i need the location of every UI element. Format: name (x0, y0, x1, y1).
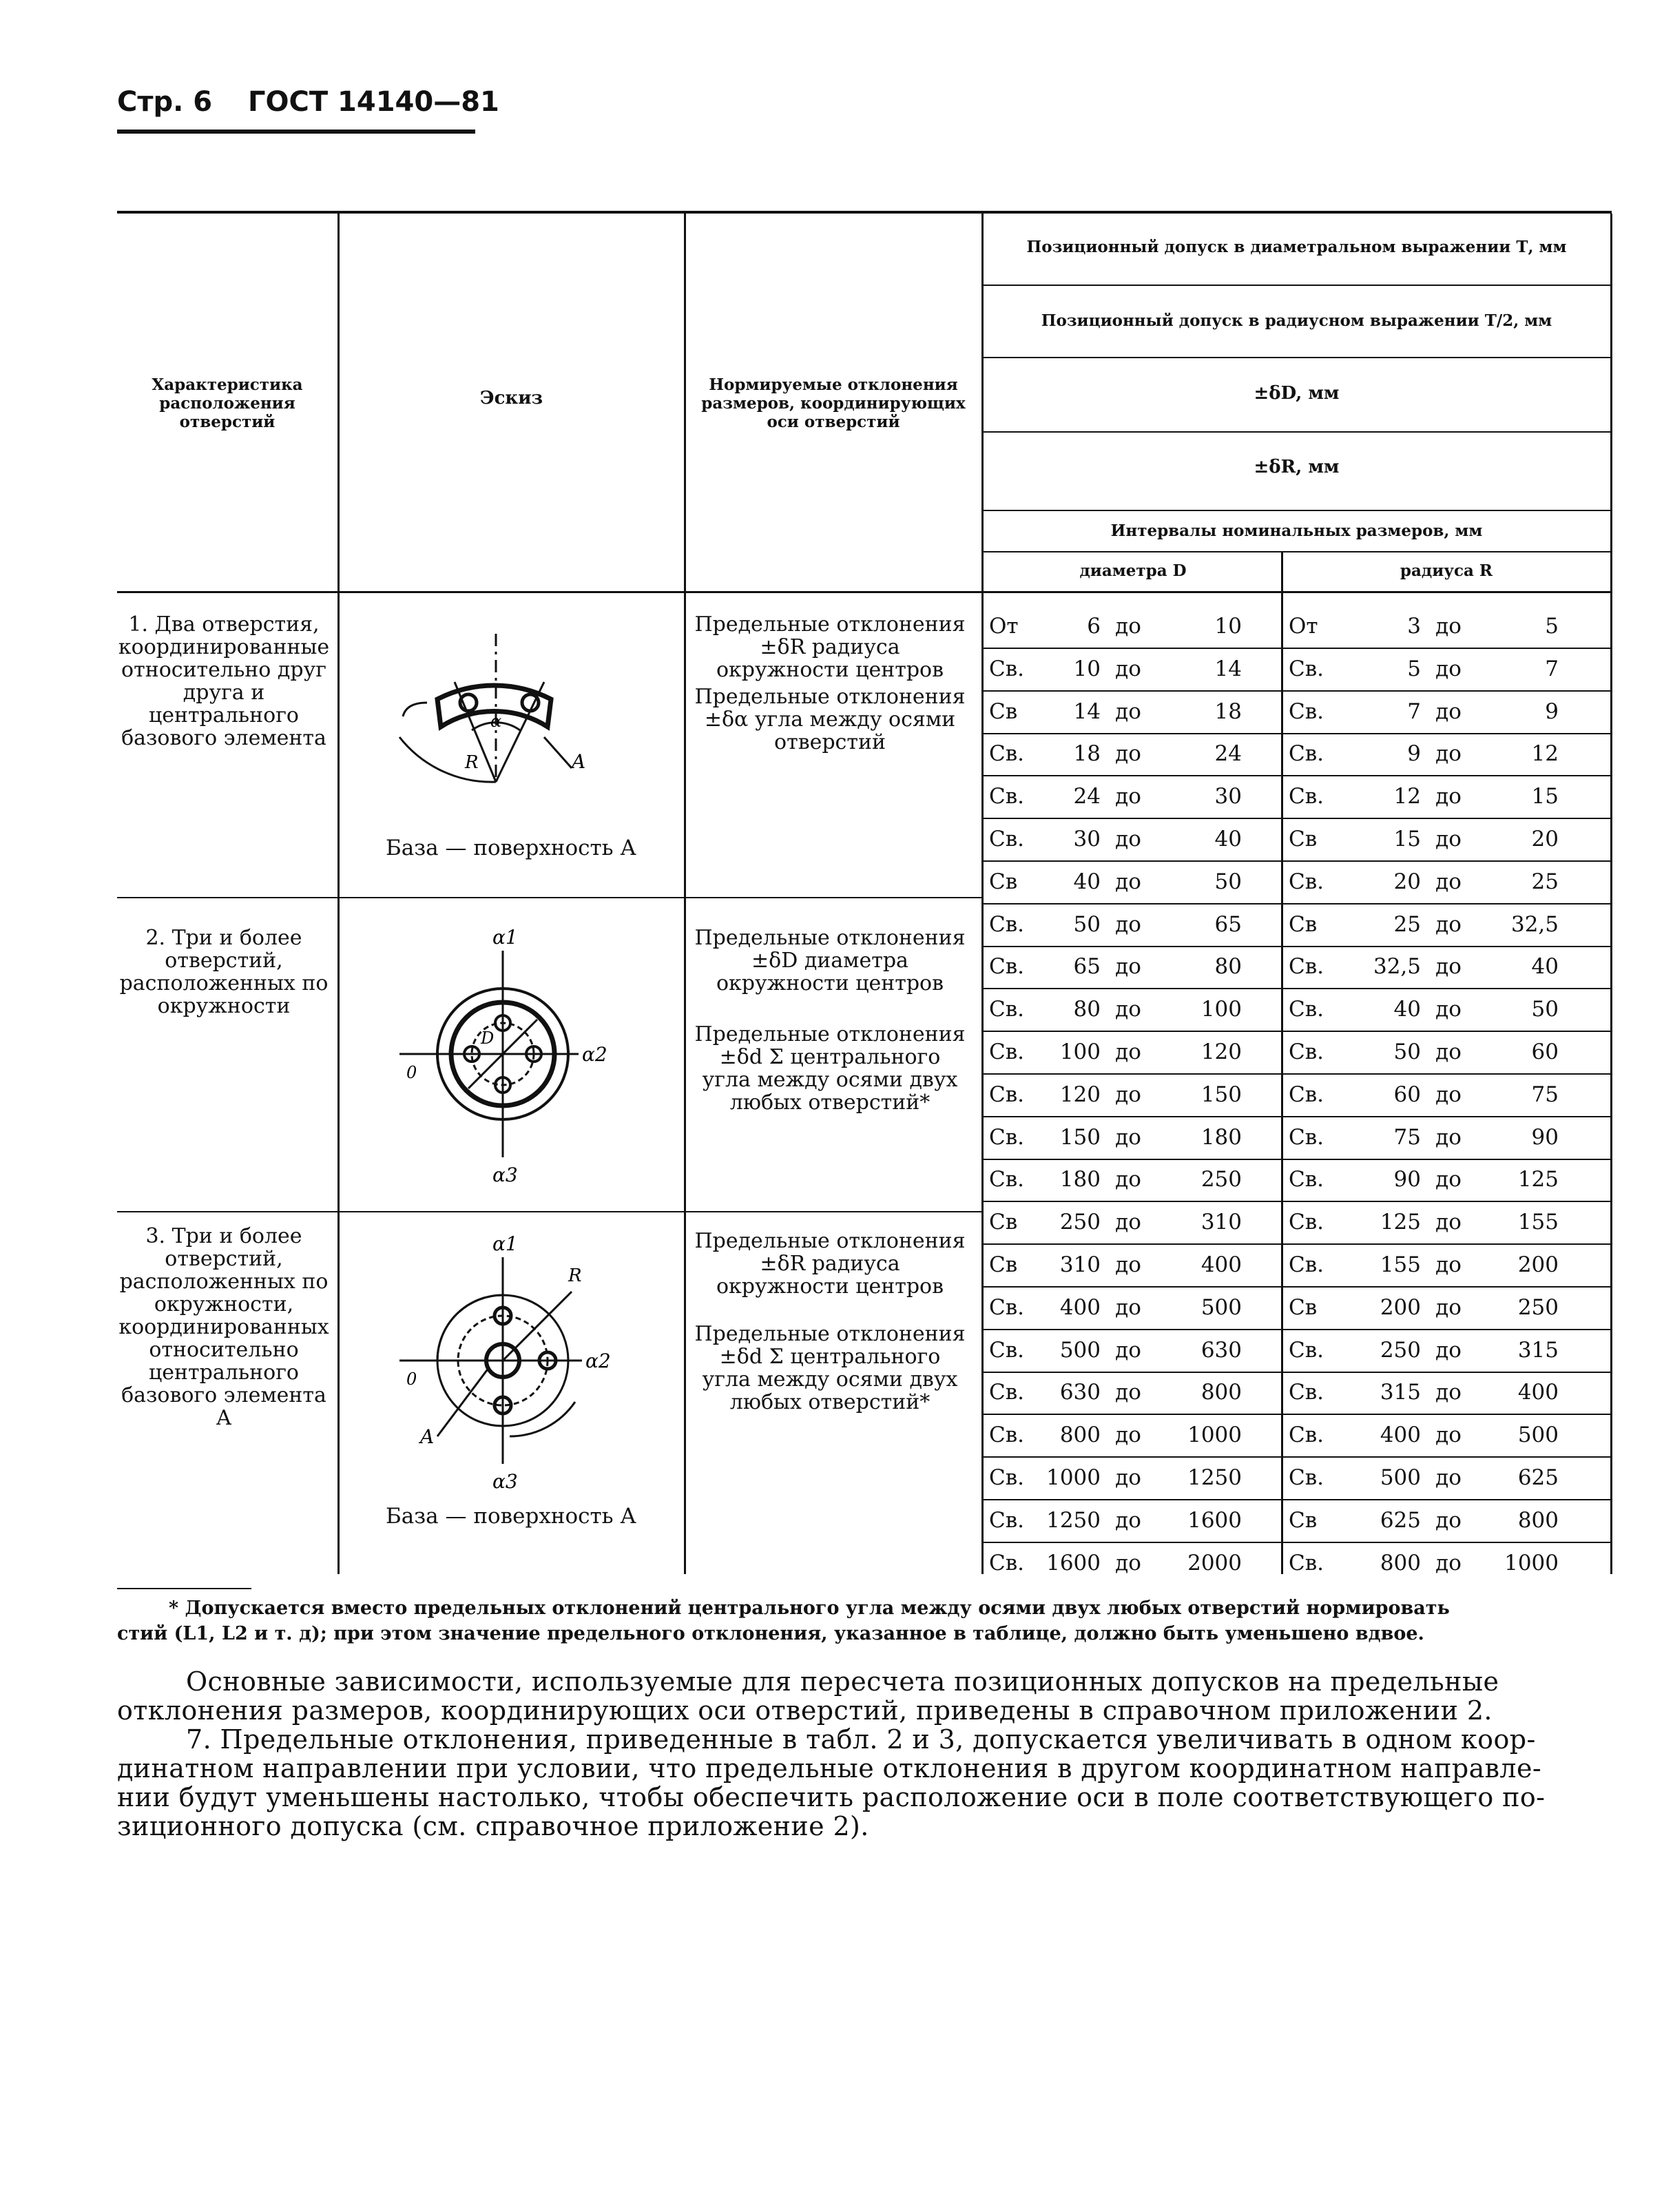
radius-interval-cell: 3 (1407, 614, 1421, 639)
radius-interval-row (1283, 1158, 1610, 1202)
radius-interval-row (1283, 775, 1610, 819)
radius-interval-row (1283, 1499, 1610, 1543)
diameter-interval-row (984, 945, 1281, 989)
radius-interval-row (1283, 1456, 1610, 1500)
diameter-interval-cell: Св (989, 1252, 1018, 1277)
diameter-interval-row (984, 690, 1281, 734)
sketch-1-drawing (386, 634, 634, 813)
diameter-interval-row (984, 1286, 1281, 1330)
radius-interval-cell: до (1435, 699, 1462, 724)
diameter-interval-cell: 800 (1059, 1423, 1101, 1448)
radius-interval-cell: Св. (1289, 1082, 1324, 1107)
radius-interval-cell: Св (1289, 1507, 1318, 1533)
diameter-interval-cell: до (1115, 827, 1141, 851)
diameter-interval-cell: до (1115, 1465, 1141, 1490)
radius-interval-cell: до (1435, 827, 1462, 851)
diameter-interval-cell: 150 (1200, 1082, 1242, 1107)
diameter-interval-cell: 18 (1073, 741, 1101, 767)
diameter-interval-row (984, 1542, 1281, 1584)
radius-interval-cell: 40 (1531, 954, 1559, 980)
radius-interval-cell: до (1435, 741, 1462, 767)
radius-interval-cell: Св. (1289, 1167, 1324, 1192)
table-right-edge (1610, 214, 1612, 1574)
diameter-interval-row (984, 903, 1281, 947)
radius-interval-cell: 75 (1393, 1124, 1421, 1150)
diameter-interval-cell: Св. (989, 741, 1025, 767)
radius-interval-cell: 7 (1545, 656, 1559, 681)
radius-interval-cell: 125 (1380, 1210, 1421, 1235)
sketch-3-A-label: A (420, 1425, 435, 1448)
diameter-interval-cell: до (1115, 1380, 1141, 1405)
radius-interval-cell: 155 (1380, 1252, 1421, 1277)
radius-interval-row (1283, 1414, 1610, 1458)
radius-interval-cell: до (1435, 1550, 1462, 1575)
radius-interval-cell: до (1435, 1465, 1462, 1490)
radius-interval-cell: 125 (1517, 1167, 1559, 1192)
radius-interval-cell: 800 (1380, 1550, 1421, 1575)
diameter-interval-cell: Св (989, 869, 1018, 894)
diameter-interval-cell: Св. (989, 1337, 1025, 1363)
diameter-interval-cell: 1600 (1046, 1550, 1101, 1575)
diameter-interval-cell: 150 (1059, 1124, 1101, 1150)
sketch-3-a3-label: α3 (492, 1470, 518, 1493)
radius-interval-row (1283, 860, 1610, 905)
diameter-interval-cell: 120 (1059, 1082, 1101, 1107)
diameter-interval-cell: 1600 (1187, 1507, 1242, 1533)
radius-interval-cell: 60 (1531, 1040, 1559, 1064)
row-separator-2 (117, 1211, 981, 1212)
diameter-interval-cell: 2000 (1187, 1550, 1242, 1575)
body-p2-line-1: 7. Предельные отклонения, приведенные в табл. 2 и 3, допускается увеличивать в одном коор- (186, 1724, 1536, 1755)
radius-interval-cell: до (1435, 954, 1462, 980)
radius-interval-cell: 90 (1393, 1167, 1421, 1192)
radius-interval-cell: Св. (1289, 1550, 1324, 1575)
radius-interval-cell: 15 (1531, 784, 1559, 809)
footnote-line-1: * Допускается вместо предельных отклонений центрального угла между осями двух любых отверстий нормировать (169, 1598, 1450, 1619)
diameter-interval-cell: Св. (989, 1082, 1025, 1107)
diameter-interval-row (984, 1414, 1281, 1458)
sketch-2-drawing (399, 923, 634, 1192)
diameter-interval-cell: до (1115, 1124, 1141, 1150)
header-sketch: Эскиз (479, 388, 543, 409)
diameter-interval-cell: до (1115, 1423, 1141, 1448)
diameter-interval-cell: до (1115, 784, 1141, 809)
diameter-interval-cell: Св. (989, 1423, 1025, 1448)
radius-interval-row (1283, 732, 1610, 776)
body-p1-line-2: отклонения размеров, координирующих оси отверстий, приведены в справочном приложении 2. (117, 1695, 1493, 1726)
radius-interval-cell: 75 (1531, 1082, 1559, 1107)
diameter-interval-cell: 1250 (1187, 1465, 1242, 1490)
radius-interval-cell: Св. (1289, 656, 1324, 681)
radius-interval-cell: 315 (1517, 1337, 1559, 1363)
radius-interval-cell: Св (1289, 911, 1318, 937)
diameter-interval-cell: Св. (989, 1294, 1025, 1320)
radius-interval-cell: до (1435, 656, 1462, 681)
radius-interval-cell: 315 (1380, 1380, 1421, 1405)
diameter-interval-cell: до (1115, 1167, 1141, 1192)
header-dR: ±δR, мм (1254, 457, 1340, 477)
radius-interval-row (1283, 945, 1610, 989)
radius-interval-cell: до (1435, 911, 1462, 937)
diameter-interval-cell: 24 (1214, 741, 1242, 767)
radius-interval-cell: Св. (1289, 1423, 1324, 1448)
body-p1-line-1: Основные зависимости, используемые для пересчета позиционных допусков на предельные (186, 1666, 1499, 1697)
radius-interval-cell: 800 (1517, 1507, 1559, 1533)
sketch-1-R-label: R (465, 752, 479, 773)
radius-interval-cell: 625 (1517, 1465, 1559, 1490)
diameter-interval-row (984, 1499, 1281, 1543)
row1-deviation-2: Предельные отклонения ±δα угла между осями отверстий (694, 685, 966, 754)
diameter-interval-cell: 500 (1200, 1294, 1242, 1320)
diameter-interval-cell: до (1115, 1337, 1141, 1363)
diameter-interval-cell: 120 (1200, 1040, 1242, 1064)
diameter-interval-cell: Св. (989, 1507, 1025, 1533)
diameter-interval-cell: 65 (1214, 911, 1242, 937)
radius-interval-cell: до (1435, 614, 1462, 639)
diameter-interval-cell: до (1115, 699, 1141, 724)
diameter-interval-cell: 1000 (1187, 1423, 1242, 1448)
radius-interval-cell: 200 (1517, 1252, 1559, 1277)
diameter-interval-cell: до (1115, 1550, 1141, 1575)
sketch-2-a3-label: α3 (492, 1164, 518, 1186)
hdr-rule-2 (981, 357, 1610, 358)
footnote-rule (117, 1588, 251, 1589)
radius-interval-cell: до (1435, 1167, 1462, 1192)
hdr-rule-5 (981, 551, 1610, 552)
radius-interval-cell: до (1435, 1337, 1462, 1363)
diameter-interval-cell: до (1115, 1040, 1141, 1064)
radius-interval-cell: Св. (1289, 741, 1324, 767)
radius-interval-cell: 60 (1393, 1082, 1421, 1107)
radius-interval-cell: 32,5 (1373, 954, 1421, 980)
header-T: Позиционный допуск в диаметральном выражении Т, мм (1026, 238, 1567, 256)
radius-interval-row (1283, 1286, 1610, 1330)
radius-interval-cell: Св. (1289, 1380, 1324, 1405)
radius-interval-cell: Св. (1289, 1124, 1324, 1150)
radius-interval-row (1283, 690, 1610, 734)
radius-intervals (1283, 605, 1610, 1583)
sketch-3-drawing (399, 1230, 634, 1498)
diameter-interval-cell: 1000 (1046, 1465, 1101, 1490)
radius-interval-cell: Св. (1289, 997, 1324, 1022)
radius-interval-cell: 155 (1517, 1210, 1559, 1235)
diameter-interval-cell: 65 (1073, 954, 1101, 980)
radius-interval-cell: до (1435, 784, 1462, 809)
diameter-interval-cell: 10 (1214, 614, 1242, 639)
diameter-interval-cell: 310 (1200, 1210, 1242, 1235)
diameter-interval-cell: Св. (989, 1124, 1025, 1150)
body-p2-line-3: нии будут уменьшены настолько, чтобы обеспечить расположение оси в поле соответствующего по- (117, 1782, 1546, 1812)
diameter-interval-row (984, 1371, 1281, 1415)
body-p2-line-2: динатном направлении при условии, что предельные отклонения в другом координатном направле- (117, 1753, 1542, 1784)
radius-interval-row (1283, 1243, 1610, 1288)
sketch-3-a2-label: α2 (585, 1350, 611, 1372)
radius-interval-cell: 400 (1380, 1423, 1421, 1448)
header-dD: ±δD, мм (1254, 383, 1340, 404)
row1-base: База — поверхность А (386, 836, 636, 860)
radius-interval-cell: Св. (1289, 784, 1324, 809)
diameter-interval-row (984, 1073, 1281, 1117)
diameter-interval-row (984, 1456, 1281, 1500)
radius-interval-row (1283, 1073, 1610, 1117)
diameter-interval-cell: 30 (1073, 827, 1101, 851)
radius-interval-cell: до (1435, 1507, 1462, 1533)
diameter-interval-row (984, 605, 1281, 649)
radius-interval-cell: 500 (1380, 1465, 1421, 1490)
diameter-interval-cell: 14 (1214, 656, 1242, 681)
header-radius: радиуса R (1400, 561, 1493, 580)
radius-interval-row (1283, 1329, 1610, 1373)
diameter-interval-cell: 400 (1200, 1252, 1242, 1277)
radius-interval-cell: до (1435, 1252, 1462, 1277)
diameter-interval-row (984, 860, 1281, 905)
radius-interval-cell: Св. (1289, 1040, 1324, 1064)
diameter-interval-cell: Св. (989, 911, 1025, 937)
radius-interval-row (1283, 903, 1610, 947)
col-divider-2 (684, 214, 686, 1574)
radius-interval-cell: Св. (1289, 869, 1324, 894)
diameter-interval-cell: 80 (1073, 997, 1101, 1022)
diameter-interval-row (984, 648, 1281, 692)
diameter-interval-cell: 30 (1214, 784, 1242, 809)
sketch-1-alpha-label: α (490, 712, 502, 731)
radius-interval-cell: 625 (1380, 1507, 1421, 1533)
radius-interval-cell: 15 (1393, 827, 1421, 851)
radius-interval-cell: до (1435, 1294, 1462, 1320)
radius-interval-cell: 12 (1531, 741, 1559, 767)
radius-interval-cell: до (1435, 1380, 1462, 1405)
radius-interval-cell: 20 (1531, 827, 1559, 851)
radius-interval-cell: до (1435, 1082, 1462, 1107)
table-top-rule (117, 211, 1612, 214)
diameter-interval-cell: 24 (1073, 784, 1101, 809)
sketch-2-O-label: 0 (406, 1063, 417, 1082)
diameter-interval-row (984, 1201, 1281, 1245)
radius-interval-row (1283, 1116, 1610, 1160)
sketch-2-a2-label: α2 (582, 1043, 607, 1066)
diameter-interval-cell: 180 (1059, 1167, 1101, 1192)
diameter-interval-cell: 6 (1087, 614, 1101, 639)
radius-interval-cell: Св. (1289, 1210, 1324, 1235)
radius-interval-cell: 50 (1393, 1040, 1421, 1064)
diameter-interval-row (984, 1243, 1281, 1288)
radius-interval-row (1283, 1371, 1610, 1415)
sketch-2-D-label: D (481, 1029, 495, 1048)
radius-interval-cell: 5 (1407, 656, 1421, 681)
sketch-3-R-label: R (568, 1265, 582, 1286)
radius-interval-cell: 9 (1407, 741, 1421, 767)
diameter-interval-cell: до (1115, 869, 1141, 894)
diameter-interval-cell: От (989, 614, 1019, 639)
diameter-interval-cell: Св (989, 699, 1018, 724)
radius-interval-cell: 32,5 (1510, 911, 1559, 937)
diameter-interval-cell: до (1115, 1252, 1141, 1277)
row2-characteristic: 2. Три и более отверстий, расположенных по окружности (119, 926, 329, 1018)
diameter-interval-cell: до (1115, 1210, 1141, 1235)
radius-interval-cell: Св (1289, 827, 1318, 851)
row3-characteristic: 3. Три и более отверстий, расположенных по окружности, координированных относительно центрального базового элемента А (118, 1224, 329, 1430)
radius-interval-cell: 9 (1545, 699, 1559, 724)
diameter-interval-cell: 250 (1200, 1167, 1242, 1192)
diameter-interval-cell: 800 (1200, 1380, 1242, 1405)
row3-deviation-2: Предельные отклонения ±δd Σ центрального угла между осями двух любых отверстий* (694, 1322, 966, 1414)
radius-interval-cell: до (1435, 869, 1462, 894)
radius-interval-cell: 20 (1393, 869, 1421, 894)
header-T2: Позиционный допуск в радиусном выражении Т/2, мм (1041, 311, 1552, 330)
diameter-interval-cell: Св. (989, 954, 1025, 980)
header-diameter: диаметра D (1079, 561, 1187, 580)
diameter-interval-cell: до (1115, 741, 1141, 767)
diameter-interval-row (984, 1158, 1281, 1202)
sketch-3-a1-label: α1 (492, 1232, 518, 1255)
radius-interval-cell: 400 (1517, 1380, 1559, 1405)
diameter-interval-row (984, 732, 1281, 776)
row2-deviation-2: Предельные отклонения ±δd Σ центрального угла между осями двух любых отверстий* (694, 1022, 966, 1115)
radius-interval-cell: 90 (1531, 1124, 1559, 1150)
diameter-interval-cell: 100 (1059, 1040, 1101, 1064)
diameter-interval-cell: 1250 (1046, 1507, 1101, 1533)
standard-code: ГОСТ 14140—81 (248, 86, 499, 118)
diameter-interval-row (984, 775, 1281, 819)
radius-interval-cell: 500 (1517, 1423, 1559, 1448)
radius-interval-cell: 7 (1407, 699, 1421, 724)
radius-interval-cell: до (1435, 1423, 1462, 1448)
row3-deviation-1: Предельные отклонения ±δR радиуса окружности центров (694, 1229, 966, 1299)
diameter-interval-cell: Св. (989, 1167, 1025, 1192)
diameter-interval-row (984, 1116, 1281, 1160)
diameter-intervals (984, 605, 1281, 1583)
diameter-interval-cell: 18 (1214, 699, 1242, 724)
body-p2-line-4: зиционного допуска (см. справочное приложение 2). (117, 1811, 869, 1841)
radius-interval-cell: 12 (1393, 784, 1421, 809)
diameter-interval-cell: 50 (1214, 869, 1242, 894)
diameter-interval-cell: 250 (1059, 1210, 1101, 1235)
page-number: Стр. 6 (117, 86, 213, 118)
radius-interval-cell: 40 (1393, 997, 1421, 1022)
diameter-interval-cell: 40 (1073, 869, 1101, 894)
radius-interval-cell: Св (1289, 1294, 1318, 1320)
radius-interval-cell: Св. (1289, 699, 1324, 724)
diameter-interval-cell: до (1115, 1507, 1141, 1533)
radius-interval-cell: Св. (1289, 954, 1324, 980)
header-rule (117, 130, 475, 134)
diameter-interval-row (984, 1031, 1281, 1075)
radius-interval-cell: Св. (1289, 1465, 1324, 1490)
radius-interval-cell: 25 (1531, 869, 1559, 894)
diameter-interval-cell: 630 (1059, 1380, 1101, 1405)
diameter-interval-cell: до (1115, 954, 1141, 980)
sketch-3-O-label: 0 (406, 1369, 417, 1389)
hdr-rule-3 (981, 431, 1610, 433)
diameter-interval-cell: Св (989, 1210, 1018, 1235)
radius-interval-cell: 1000 (1504, 1550, 1559, 1575)
header-characteristic: Характеристика расположения отверстий (152, 375, 303, 431)
radius-interval-cell: до (1435, 1124, 1462, 1150)
diameter-interval-cell: до (1115, 911, 1141, 937)
diameter-interval-row (984, 1329, 1281, 1373)
diameter-interval-cell: 50 (1073, 911, 1101, 937)
radius-interval-cell: 5 (1545, 614, 1559, 639)
radius-interval-row (1283, 1201, 1610, 1245)
radius-interval-row (1283, 605, 1610, 649)
row-separator-1 (117, 897, 981, 898)
radius-interval-cell: до (1435, 1210, 1462, 1235)
radius-interval-row (1283, 648, 1610, 692)
header-deviation: Нормируемые отклонения размеров, координирующих оси отверстий (701, 375, 966, 431)
radius-interval-cell: От (1289, 614, 1318, 639)
sketch-1-A-label: A (572, 750, 586, 773)
diameter-interval-row (984, 988, 1281, 1032)
row1-deviation-1: Предельные отклонения ±δR радиуса окружности центров (694, 612, 966, 682)
diameter-interval-cell: 310 (1059, 1252, 1101, 1277)
radius-interval-cell: до (1435, 997, 1462, 1022)
hdr-rule-1 (981, 285, 1610, 286)
radius-interval-cell: Св. (1289, 1252, 1324, 1277)
diameter-interval-cell: 180 (1200, 1124, 1242, 1150)
radius-interval-cell: 25 (1393, 911, 1421, 937)
diameter-interval-cell: Св. (989, 656, 1025, 681)
header-intervals: Интервалы номинальных размеров, мм (1110, 521, 1483, 540)
radius-interval-cell: 50 (1531, 997, 1559, 1022)
footnote-line-2: стий (L1, L2 и т. д); при этом значение предельного отклонения, указанное в таблице, должно быть уменьшено вдвое. (117, 1623, 1424, 1644)
diameter-interval-cell: до (1115, 1082, 1141, 1107)
diameter-interval-cell: 80 (1214, 954, 1242, 980)
diameter-interval-cell: 630 (1200, 1337, 1242, 1363)
radius-interval-row (1283, 988, 1610, 1032)
radius-interval-row (1283, 818, 1610, 862)
radius-interval-cell: Св. (1289, 1337, 1324, 1363)
diameter-interval-cell: Св. (989, 827, 1025, 851)
diameter-interval-cell: до (1115, 656, 1141, 681)
sketch-2-a1-label: α1 (492, 926, 518, 949)
col-divider-1 (337, 214, 340, 1574)
diameter-interval-cell: Св. (989, 1550, 1025, 1575)
diameter-interval-cell: до (1115, 614, 1141, 639)
diameter-interval-cell: Св. (989, 1465, 1025, 1490)
row2-deviation-1: Предельные отклонения ±δD диаметра окружности центров (694, 926, 966, 995)
radius-interval-cell: до (1435, 1040, 1462, 1064)
diameter-interval-cell: 14 (1073, 699, 1101, 724)
diameter-interval-cell: Св. (989, 1040, 1025, 1064)
table-header-bottom-rule (117, 591, 1612, 593)
radius-interval-row (1283, 1542, 1610, 1584)
diameter-interval-cell: Св. (989, 1380, 1025, 1405)
diameter-interval-cell: 500 (1059, 1337, 1101, 1363)
radius-interval-row (1283, 1031, 1610, 1075)
hdr-rule-4 (981, 510, 1610, 511)
diameter-interval-cell: 100 (1200, 997, 1242, 1022)
radius-interval-cell: 200 (1380, 1294, 1421, 1320)
diameter-interval-cell: Св. (989, 784, 1025, 809)
diameter-interval-cell: 400 (1059, 1294, 1101, 1320)
row3-base: База — поверхность А (386, 1504, 636, 1529)
diameter-interval-cell: Св. (989, 997, 1025, 1022)
diameter-interval-cell: до (1115, 1294, 1141, 1320)
row1-characteristic: 1. Два отверстия, координированные относительно друг друга и центрального базового элемента (118, 612, 330, 750)
diameter-interval-cell: до (1115, 997, 1141, 1022)
diameter-interval-row (984, 818, 1281, 862)
radius-interval-cell: 250 (1380, 1337, 1421, 1363)
radius-interval-cell: 250 (1517, 1294, 1559, 1320)
diameter-interval-cell: 10 (1073, 656, 1101, 681)
diameter-interval-cell: 40 (1214, 827, 1242, 851)
